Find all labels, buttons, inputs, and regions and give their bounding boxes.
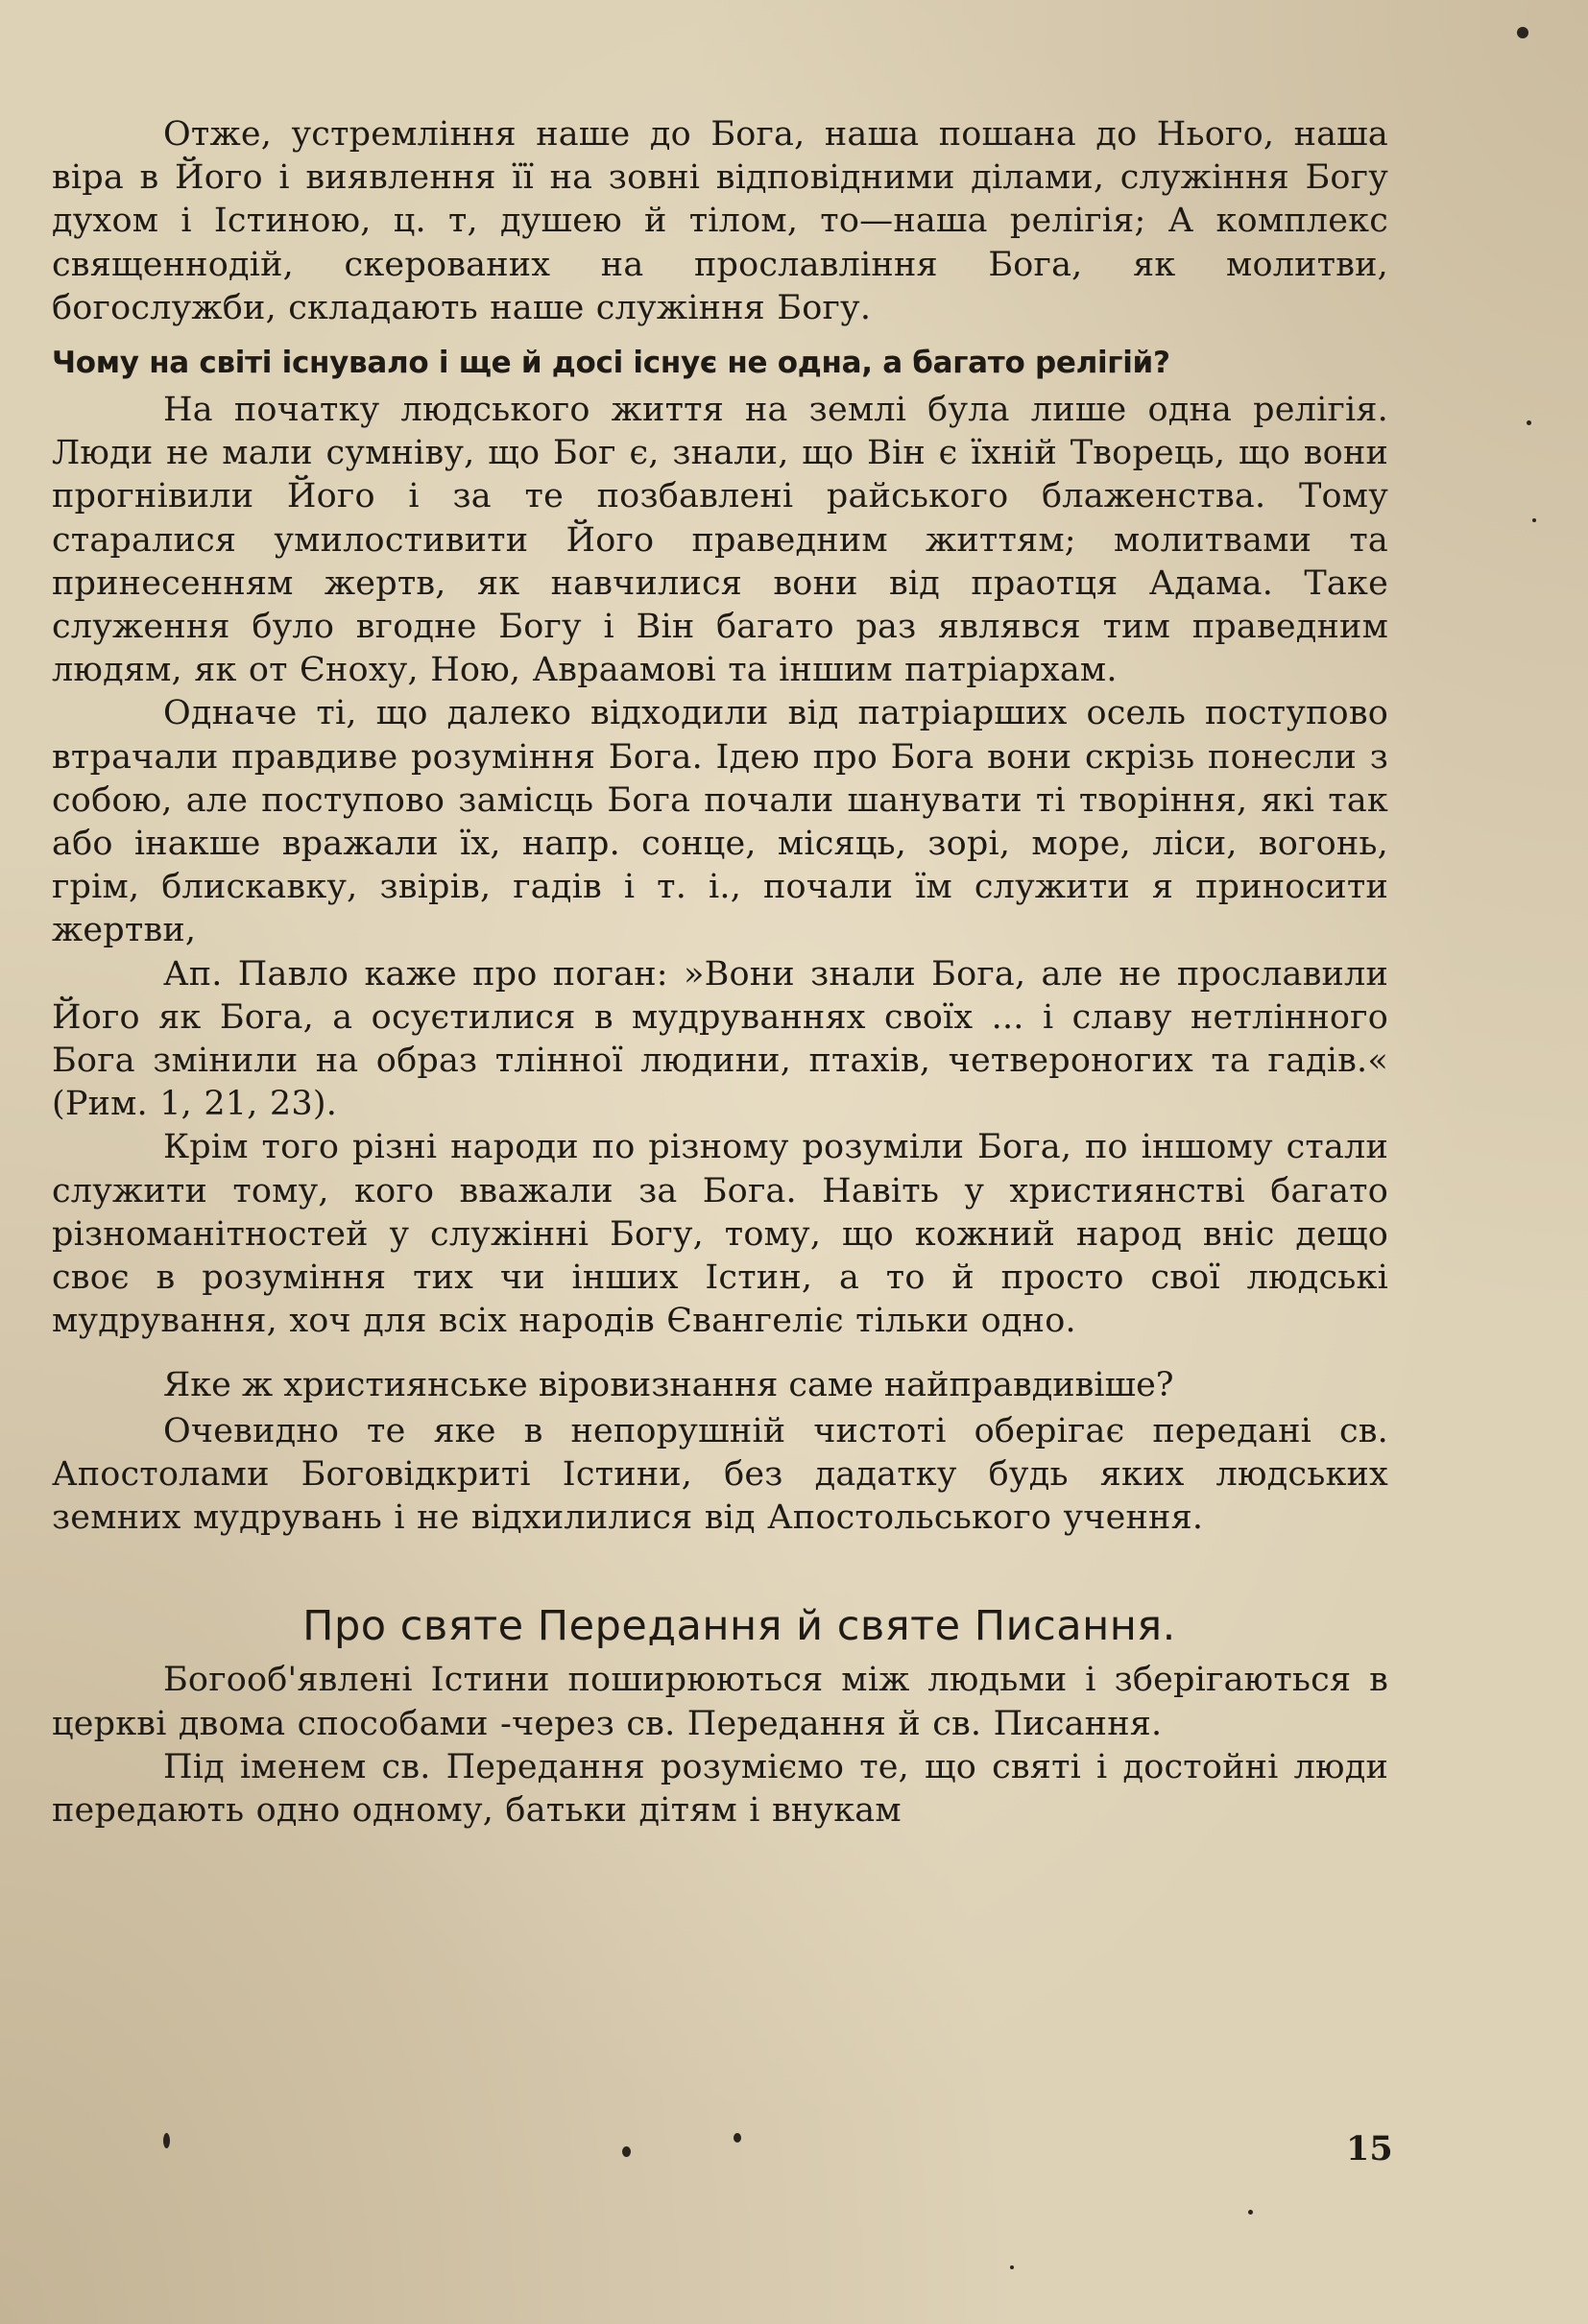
paragraph-religion-definition: Отже, устремління наше до Бога, наша пошана до Нього, наша віра в Його і виявлення її на зовні відповідними ділами, служіння Богу духом і Істиною, ц. т, душею й тілом, то—наша релігія; А комплекс священнодій, скерованих на прославління Бога, як молитви, богослужби, складають наше служіння Богу.: [52, 115, 1388, 327]
paragraph-two-ways: Богооб'явлені Істини поширюються між людьми і зберігаються в церкві двома способами -через св. Передання й св. Писання.: [52, 1661, 1388, 1743]
section-heading-tradition-scripture: Про святе Передання й святе Писання.: [302, 1602, 1176, 1651]
paper-speck: [622, 2146, 631, 2157]
paragraph-apostle-paul-quote: Ап. Павло каже про поган: »Вони знали Бога, але не прославили Його як Бога, а осуєтилися в мудруваннях своїх ... і славу нетлінного Бога змінили на образ тлінної людини, птахів, четвероногих та гадів.« (Рим. 1, 21, 23).: [52, 954, 1388, 1124]
paragraph-one-religion-beginning: На початку людського життя на землі була лише одна релігія. Люди не мали сумніву, що Бог є, знали, що Він є їхній Творець, що вони прогнівили Його і за те позбавлені райського блаженства. Тому старалися умилостивити Його праведним життям; молитвами та принесенням жертв, як навчилися вони від праотця Адама. Таке служення було вгодне Богу і Він багато раз являвся тим праведним людям, як от Єноху, Ною, Авраамові та іншим патріархам.: [52, 391, 1388, 690]
paper-speck: [1517, 27, 1528, 38]
paper-speck: [1248, 2210, 1253, 2215]
paper-speck: [163, 2133, 170, 2148]
paragraph-different-peoples: Крім того різні народи по різному розуміли Бога, по іншому стали служити тому, кого вважали за Бога. Навіть у християнстві багато різноманітностей у служінні Богу, тому, що кожний народ вніс дещо своє в розуміння тих чи інших Істин, а то й просто свої людські мудрування, хоч для всіх народів Євангеліє тільки одно.: [52, 1128, 1388, 1341]
page-number: 15: [1346, 2129, 1393, 2168]
paper-speck: [734, 2133, 741, 2143]
paper-speck: [1010, 2265, 1014, 2269]
paragraph-lost-understanding: Одначе ті, що далеко відходили від патріарших осель поступово втрачали правдиве розуміння Бога. Ідею про Бога вони скрізь понесли з собою, але поступово замісць Бога почали шанувати ті творіння, які так або інакше вражали їх, напр. сонце, місяць, зорі, море, ліси, вогонь, грім, блискавку, звірів, гадів і т. і., почали їм служити я приносити жертви,: [52, 694, 1388, 950]
paper-speck: [1527, 420, 1531, 425]
paragraph-apostolic-teaching: Очевидно те яке в непорушній чистоті оберігає передані св. Апостолами Боговідкриті Істини, без дадатку будь яких людських земних мудрувань і не відхилилися від Апостольського учення.: [52, 1411, 1388, 1538]
paragraph-tradition-definition: Під іменем св. Передання розуміємо те, що святі і достойні люди передають одно одному, батьки дітям і внукам: [52, 1747, 1388, 1830]
question-truest-confession: Яке ж християнське віровизнання саме найправдивіше?: [163, 1366, 1174, 1405]
paper-speck: [1532, 518, 1536, 522]
page-content: [52, 113, 1388, 1833]
question-many-religions: Чому на світі існувало і ще й досі існує не одна, а багато релігій?: [52, 346, 1170, 381]
